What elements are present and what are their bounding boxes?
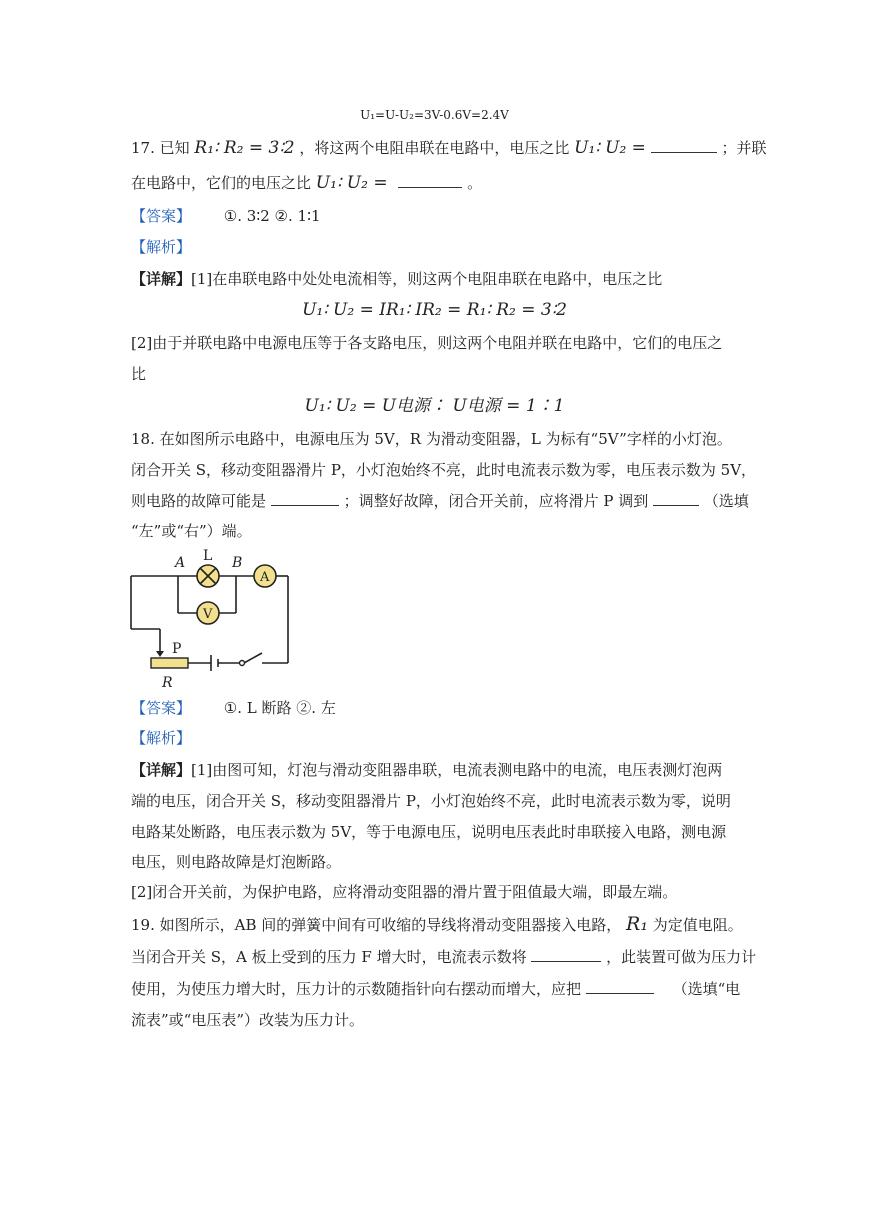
lamp-symbol [197, 565, 219, 587]
q18-text: 则电路的故障可能是 [131, 492, 267, 510]
q19-text: 19. 如图所示，AB 间的弹簧中间有可收缩的导线将滑动变阻器接入电路， [131, 916, 622, 934]
answer-blank[interactable] [531, 946, 601, 962]
q17-text: 17. 已知 [131, 139, 190, 157]
q18-detail5: [2]闭合开关前，为保护电路，应将滑动变阻器的滑片置于阻值最大端，即最左端。 [131, 883, 678, 901]
q17-equation1: U₁∶ U₂ = IR₁∶ IR₂ = R₁∶ R₂ = 3∶2 [302, 300, 567, 320]
top-equation: U₁=U-U₂=3V-0.6V=2.4V [360, 108, 509, 122]
answer-text: ①. L 断路 ②. 左 [223, 699, 336, 717]
q18-text: ；调整好故障，闭合开关前，应将滑片 P 调到 [343, 492, 649, 510]
q17-line1 [131, 137, 767, 159]
answer-blank[interactable] [271, 490, 339, 506]
q18-line4: “左”或“右”）端。 [131, 522, 252, 540]
q17-series-ratio: U₁∶ U₂ = [574, 138, 646, 158]
answer-tag: 【答案】 [131, 699, 192, 717]
q17-equation2: U₁∶ U₂ = U电源∶ U电源 = 1∶1 [304, 396, 565, 416]
q18-line3 [131, 490, 749, 512]
q19-text: 使用，为使压力增大时，压力计的示数随指针向右摆动而增大，应把 [131, 980, 582, 998]
q18-detail1 [131, 759, 722, 781]
q18-answer [131, 697, 336, 719]
q19-text: 为定值电阻。 [652, 916, 743, 934]
q19-line4: 流表”或“电压表”）改装为压力计。 [131, 1011, 365, 1029]
q18-detail2: 端的电压，闭合开关 S，移动变阻器滑片 P，小灯泡始终不亮，此时电流表示数为零，说明 [131, 792, 731, 810]
label-p: P [172, 641, 182, 657]
q17-line2 [131, 172, 482, 194]
answer-blank[interactable] [653, 490, 699, 506]
detail-text: [1]在串联电路中处处电流相等，则这两个电阻串联在电路中，电压之比 [191, 270, 663, 288]
detail-text: [1]由图可知，灯泡与滑动变阻器串联，电流表测电路中的电流，电压表测灯泡两 [191, 761, 723, 779]
q17-text: ；并联 [721, 139, 767, 157]
q17-detail2-cont: 比 [131, 365, 147, 383]
q17-text: 。 [467, 174, 483, 192]
analysis-tag: 【解析】 [131, 238, 192, 256]
q19-r1: R₁ [626, 913, 648, 935]
voltmeter-label: V [203, 607, 213, 622]
label-r: R [162, 675, 173, 690]
answer-blank[interactable] [651, 137, 717, 153]
q19-line1 [131, 913, 743, 936]
q18-detail4: 电压，则电路故障是灯泡断路。 [131, 853, 342, 871]
q19-line3 [131, 978, 740, 1000]
q18-text: （选填 [703, 492, 749, 510]
label-b: B [232, 555, 243, 571]
answer-tag: 【答案】 [131, 207, 192, 225]
answer-blank[interactable] [398, 172, 462, 188]
q19-line2 [131, 946, 756, 968]
q17-detail2: [2]由于并联电路中电源电压等于各支路电压，则这两个电阻并联在电路中，它们的电压之 [131, 334, 723, 352]
answer-blank[interactable] [586, 978, 654, 994]
detail-tag: 【详解】 [131, 270, 192, 288]
q17-text: 在电路中，它们的电压之比 [131, 174, 312, 192]
q18-line1: 18. 在如图所示电路中，电源电压为 5V，R 为滑动变阻器，L 为标有“5V”字样的小灯泡。 [131, 430, 732, 448]
q19-text: 当闭合开关 S，A 板上受到的压力 F 增大时，电流表示数将 [131, 948, 527, 966]
q17-parallel-ratio: U₁∶ U₂ = [315, 173, 388, 193]
q19-text: ，此装置可做为压力计 [606, 948, 757, 966]
q19-text: （选填“电 [672, 980, 741, 998]
q17-text: ，将这两个电阻串联在电路中，电压之比 [299, 139, 570, 157]
q17-detail1 [131, 268, 662, 290]
ammeter-label: A [260, 570, 270, 585]
q17-ratio: R₁∶ R₂ = 3∶2 [194, 138, 295, 158]
detail-tag: 【详解】 [131, 761, 192, 779]
slider-arrow [156, 651, 164, 657]
answer-text: ①. 3∶2 ②. 1∶1 [223, 207, 321, 225]
label-l: L [203, 548, 213, 564]
circuit-diagram [126, 545, 294, 690]
switch-contact [240, 661, 245, 666]
label-a: A [175, 555, 186, 571]
q18-line2: 闭合开关 S，移动变阻器滑片 P，小灯泡始终不亮，此时电流表示数为零，电压表示数为 5V， [131, 461, 757, 479]
q17-answer [131, 205, 321, 227]
analysis-tag: 【解析】 [131, 729, 192, 747]
rheostat [151, 658, 188, 668]
q18-detail3: 电路某处断路，电压表示数为 5V，等于电源电压，说明电压表此时串联接入电路，测电源 [131, 823, 727, 841]
